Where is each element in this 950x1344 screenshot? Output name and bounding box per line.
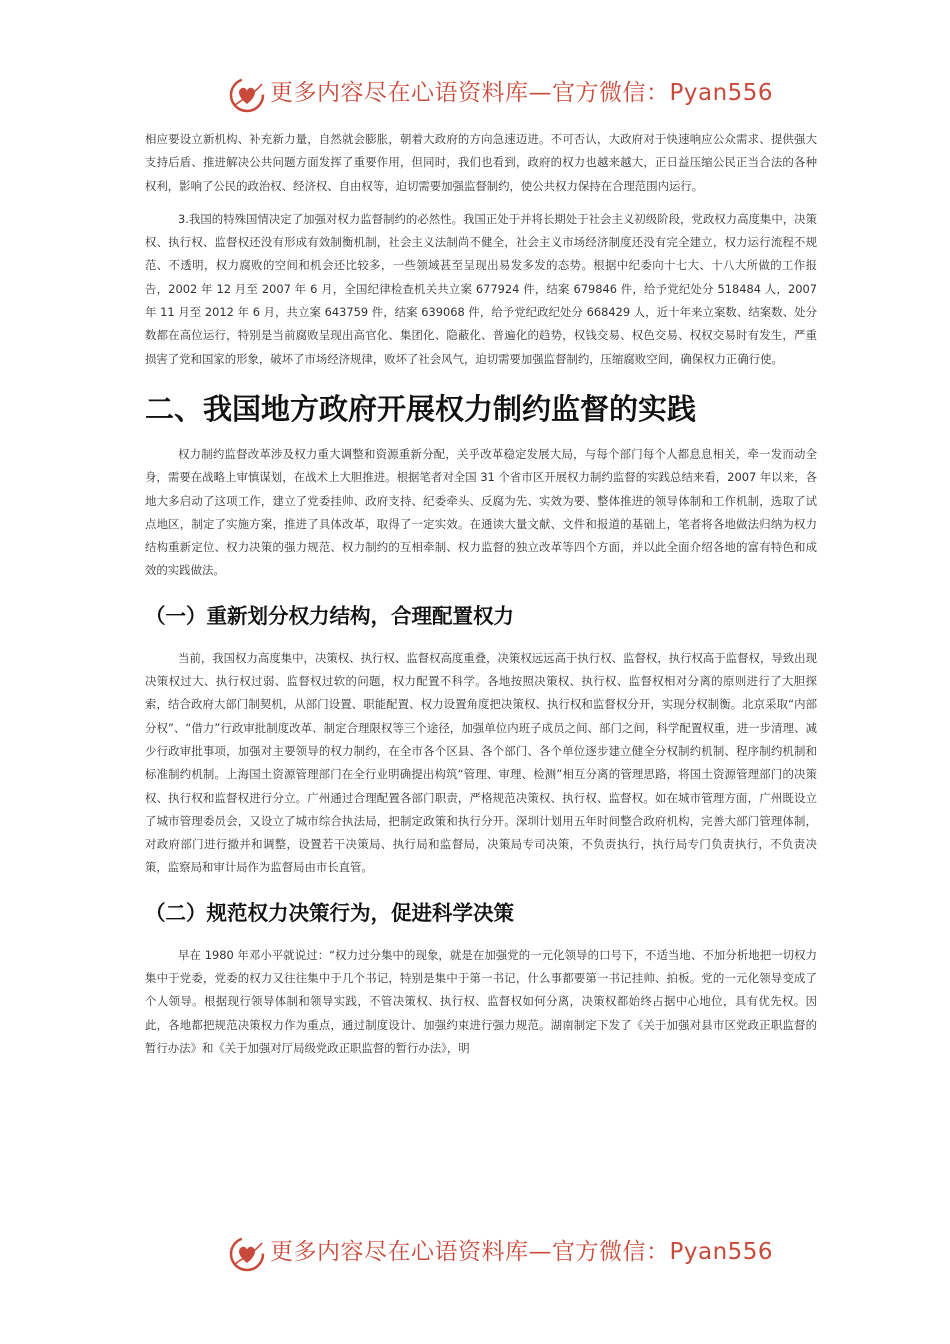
- paragraph: 3.我国的特殊国情决定了加强对权力监督制约的必然性。我国正处于并将长期处于社会主义初级阶段，党政权力高度集中，决策权、执行权、监督权还没有形成有效制衡机制，社会主义法制尚不健全，社会主义市场经济制度还没有完全建立，权力运行流程不规范、不透明，权力腐败的空间和机会还比较多，一些领域甚至呈现出易发多发的态势。根据中纪委向十七大、十八大所做的工作报告，2002 年 12 月至 2007 年 6 月，全国纪律检查机关共立案 677924 件，结案 679846 件，给予党纪处分 518484 人，2007 年 11 月至 2012 年 6 月，共立案 643759 件，结案 639068 件，给予党纪政纪处分 668429 人，近十年来立案数、结案数、处分数都在高位运行，特别是当前腐败呈现出高官化、集团化、隐蔽化、普遍化的趋势，权钱交易、权色交易、权权交易时有发生，严重损害了党和国家的形象，破坏了市场经济规律，败坏了社会风气，迫切需要加强监督制约，压缩腐败空间，确保权力正确行使。: [145, 211, 817, 366]
- paragraph: 权力制约监督改革涉及权力重大调整和资源重新分配，关乎改革稳定发展大局，与每个部门每个人都息息相关，牵一发而动全身，需要在战略上审慎谋划，在战术上大胆推进。根据笔者对全国 31 个省市区开展权力制约监督的实践总结来看，2007 年以来，各地大多启动了这项工作，建立了党委挂帅、政府支持、纪委牵头、反腐为先、实效为要、整体推进的领导体制和工作机制，选取了试点地区，制定了实施方案，推进了具体改革，取得了一定实效。在通读大量文献、文件和报道的基础上，笔者将各地做法归纳为权力结构重新定位、权力决策的强力规范、权力制约的互相牵制、权力监督的独立改革等四个方面，并以此全面介绍各地的富有特色和成效的实践做法。: [145, 446, 817, 578]
- paragraph: 早在 1980 年邓小平就说过：“权力过分集中的现象，就是在加强党的一元化领导的口号下，不适当地、不加分析地把一切权力集中于党委，党委的权力又往往集中于几个书记，特别是集中于第一书记，什么事都要第一书记挂帅、拍板。党的一元化领导变成了个人领导。根据现行领导体制和领导实践，不管决策权、执行权、监督权如何分离，决策权都始终占据中心地位，具有优先权。因此，各地都把规范决策权力作为重点，通过制度设计、加强约束进行强力规范。湖南制定下发了《关于加强对县市区党政正职监督的暂行办法》和《关于加强对厅局级党政正职监督的暂行办法》，明: [145, 947, 817, 1055]
- document-body: [145, 128, 817, 1060]
- paragraph: 相应要设立新机构、补充新力量，自然就会膨胀，朝着大政府的方向急速迈进。不可否认，大政府对于快速响应公众需求、提供强大支持后盾、推进解决公共问题方面发挥了重要作用，但同时，我们也看到，政府的权力也越来越大，正日益压缩公民正当合法的各种权利，影响了公民的政治权、经济权、自由权等，迫切需要加强监督制约，使公共权力保持在合理范围内运行。: [145, 132, 817, 193]
- watermark-text: 更多内容尽在心语资料库—官方微信：Pyan556: [270, 1239, 774, 1265]
- heart-swirl-logo-icon: [228, 76, 266, 114]
- paragraph: 当前，我国权力高度集中，决策权、执行权、监督权高度重叠，决策权远远高于执行权、监督权，执行权高于监督权，导致出现决策权过大、执行权过弱、监督权过软的问题，权力配置不科学。各地按照决策权、执行权、监督权相对分离的原则进行了大胆探索，结合政府大部门制契机，从部门设置、职能配置、权力设置角度把决策权、执行权和监督权分开，实现分权制衡。北京采取“内部分权”、“借力”行政审批制度改革、制定合理限权等三个途径，加强单位内班子成员之间、部门之间，科学配置权重，进一步清理、减少行政审批事项，加强对主要领导的权力制约，在全市各个区县、各个部门、各个单位逐步建立健全分权制约机制、程序制约机制和标准制约机制。上海国土资源管理部门在全行业明确提出构筑“管理、审理、检测”相互分离的管理思路，将国土资源管理部门的决策权、执行权和监督权进行分立。广州通过合理配置各部门职责，严格规范决策权、执行权、监督权。如在城市管理方面，广州既设立了城市管理委员会，又设立了城市综合执法局，把制定政策和执行分开。深圳计划用五年时间整合政府机构，完善大部门管理体制，对政府部门进行撤并和调整，设置若干决策局、执行局和监督局，决策局专司决策，不负责执行，执行局专门负责执行，不负责决策，监察局和审计局作为监督局由市长直管。: [145, 650, 817, 875]
- section-heading: 二、我国地方政府开展权力制约监督的实践: [145, 391, 697, 426]
- watermark-banner-top: [0, 74, 950, 114]
- heart-swirl-logo-icon: [228, 1235, 266, 1273]
- subsection-heading: （二）规范权力决策行为，促进科学决策: [145, 900, 514, 925]
- subsection-heading: （一）重新划分权力结构，合理配置权力: [145, 603, 514, 628]
- watermark-text: 更多内容尽在心语资料库—官方微信：Pyan556: [270, 80, 774, 106]
- watermark-banner-bottom: [0, 1233, 950, 1273]
